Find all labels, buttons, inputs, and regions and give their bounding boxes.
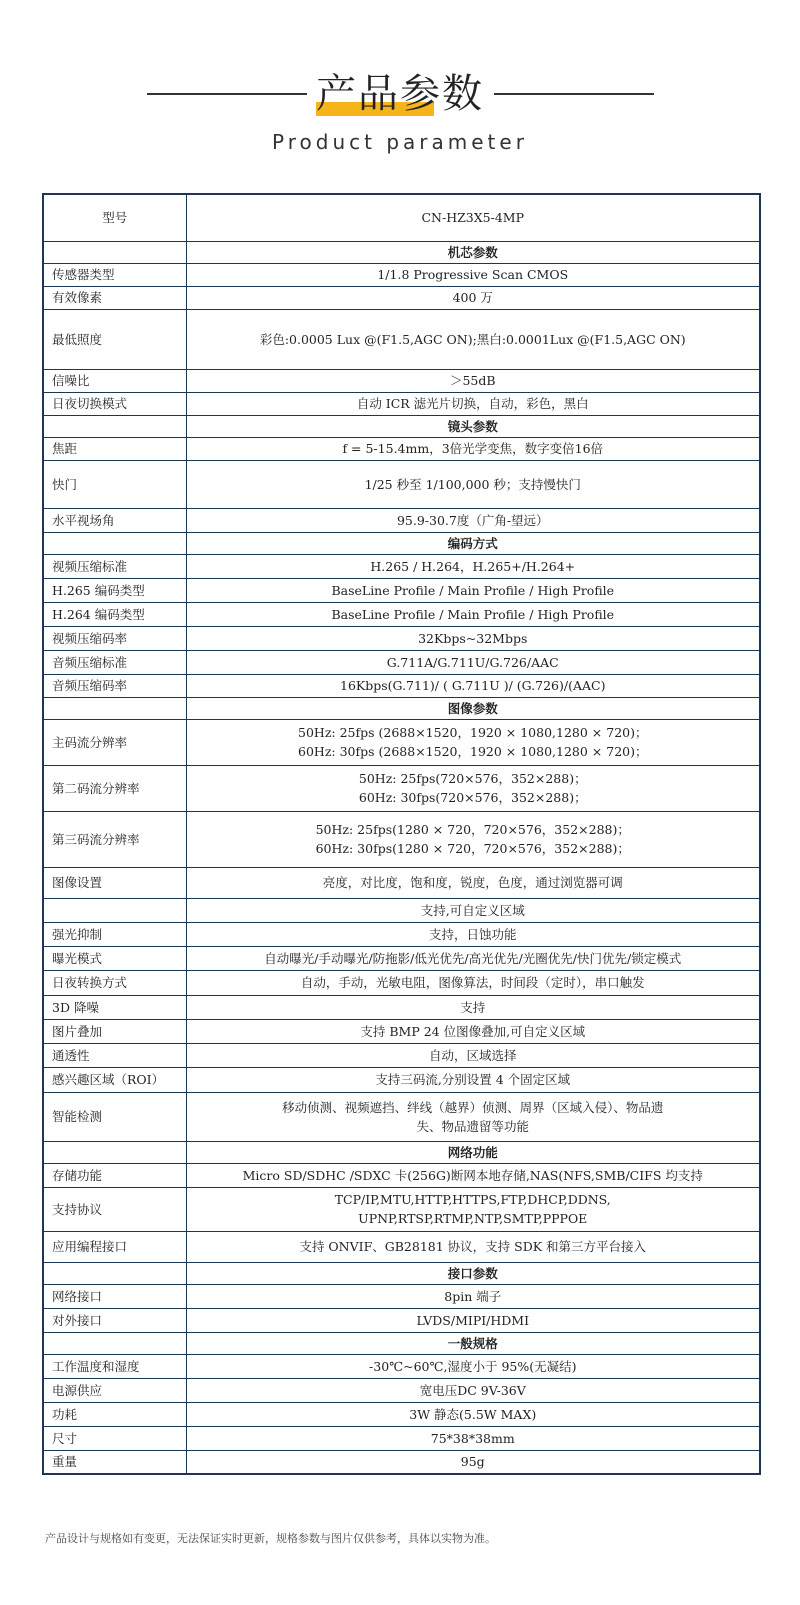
- spec-value-line: UPNP,RTSP,RTMP,NTP,SMTP,PPPOE: [358, 1211, 588, 1226]
- spec-label: 最低照度: [43, 309, 186, 369]
- spec-value-line: G.711A/G.711U/G.726/AAC: [386, 654, 559, 670]
- spec-value: [186, 1402, 760, 1426]
- spec-row: [43, 1402, 760, 1426]
- spec-value: [186, 946, 760, 970]
- spec-label: 传感器类型: [43, 263, 186, 286]
- spec-value-line: 75*38*38mm: [430, 1430, 515, 1446]
- spec-value-line: 亮度，对比度，饱和度，锐度，色度，通过浏览器可调: [322, 875, 623, 890]
- spec-value-line: 宽电压DC 9V-36V: [419, 1382, 526, 1398]
- spec-value: [186, 898, 760, 922]
- spec-value: [186, 765, 760, 811]
- spec-label: 支持协议: [43, 1187, 186, 1231]
- section-title: 编码方式: [186, 532, 760, 554]
- section-row: [43, 697, 760, 719]
- spec-row: [43, 1043, 760, 1067]
- spec-label: 强光抑制: [43, 922, 186, 946]
- spec-label: H.265 编码类型: [43, 578, 186, 602]
- spec-value: [186, 392, 760, 415]
- spec-label: 曝光模式: [43, 946, 186, 970]
- spec-value: [186, 578, 760, 602]
- spec-value: [186, 1450, 760, 1474]
- section-title: 机芯参数: [186, 241, 760, 263]
- spec-label: 第二码流分辨率: [43, 765, 186, 811]
- spec-row: [43, 437, 760, 460]
- spec-value: [186, 719, 760, 765]
- spec-label: 视频压缩码率: [43, 626, 186, 650]
- spec-row: [43, 946, 760, 970]
- page-header: [0, 0, 800, 170]
- spec-label: 尺寸: [43, 1426, 186, 1450]
- spec-row: [43, 1163, 760, 1187]
- section-row: [43, 1332, 760, 1354]
- spec-row: [43, 1450, 760, 1474]
- spec-label: 音频压缩标准: [43, 650, 186, 674]
- spec-label: 日夜切换模式: [43, 392, 186, 415]
- spec-label: 水平视场角: [43, 508, 186, 532]
- spec-label: 主码流分辨率: [43, 719, 186, 765]
- spec-value: [186, 1284, 760, 1308]
- spec-label: 图像设置: [43, 867, 186, 898]
- spec-value: [186, 626, 760, 650]
- spec-value: [186, 554, 760, 578]
- spec-row: [43, 1426, 760, 1450]
- spec-value-line: BaseLine Profile / Main Profile / High Profile: [331, 606, 615, 622]
- spec-row: [43, 650, 760, 674]
- spec-value: [186, 1378, 760, 1402]
- spec-label: 第三码流分辨率: [43, 811, 186, 867]
- spec-label: 信噪比: [43, 369, 186, 392]
- spec-row: [43, 867, 760, 898]
- spec-row: [43, 1067, 760, 1092]
- spec-value-line: BaseLine Profile / Main Profile / High Profile: [331, 582, 615, 598]
- spec-value-line: 50Hz: 25fps (2688×1520，1920 × 1080,1280 × 720)；: [298, 725, 648, 740]
- spec-value: [186, 650, 760, 674]
- spec-label: 功耗: [43, 1402, 186, 1426]
- model-value: CN-HZ3X5-4MP: [186, 194, 760, 241]
- spec-value: [186, 995, 760, 1019]
- spec-row: [43, 970, 760, 995]
- spec-row: [43, 922, 760, 946]
- section-blank-cell: [43, 415, 186, 437]
- spec-table: [42, 193, 761, 1475]
- spec-value-line: 支持，日蚀功能: [428, 926, 517, 942]
- spec-label: 应用编程接口: [43, 1231, 186, 1262]
- spec-label: 快门: [43, 460, 186, 508]
- spec-value: [186, 369, 760, 392]
- section-blank-cell: [43, 532, 186, 554]
- spec-value: [186, 811, 760, 867]
- spec-value: [186, 1308, 760, 1332]
- spec-value: [186, 1092, 760, 1141]
- spec-row: [43, 602, 760, 626]
- spec-label: 电源供应: [43, 1378, 186, 1402]
- section-blank-cell: [43, 1141, 186, 1163]
- spec-row: [43, 578, 760, 602]
- spec-value-line: 1/25 秒至 1/100,000 秒；支持慢快门: [364, 476, 581, 492]
- section-title: 接口参数: [186, 1262, 760, 1284]
- spec-row: [43, 1019, 760, 1043]
- spec-value-line: 1/1.8 Progressive Scan CMOS: [377, 267, 569, 282]
- spec-label: 重量: [43, 1450, 186, 1474]
- spec-label: 图片叠加: [43, 1019, 186, 1043]
- title-divider-left: [147, 93, 307, 95]
- spec-row: [43, 554, 760, 578]
- spec-value-line: 400 万: [452, 290, 493, 305]
- spec-label: 视频压缩标准: [43, 554, 186, 578]
- section-title: 镜头参数: [186, 415, 760, 437]
- spec-value: [186, 1354, 760, 1378]
- section-title: 网络功能: [186, 1141, 760, 1163]
- model-row: [43, 194, 760, 241]
- spec-value-line: 自动曝光/手动曝光/防拖影/低光优先/高光优先/光圈优先/快门优先/锁定模式: [264, 950, 682, 966]
- spec-value: [186, 602, 760, 626]
- spec-value-line: 自动 ICR 滤光片切换，自动，彩色，黑白: [356, 396, 589, 411]
- spec-value-line: 16Kbps(G.711)/ ( G.711U )/ (G.726)/(AAC): [340, 678, 606, 693]
- spec-value-line: 60Hz: 30fps(1280 × 720，720×576，352×288)；: [315, 841, 630, 856]
- spec-row: [43, 765, 760, 811]
- spec-row: [43, 286, 760, 309]
- spec-value-line: 彩色:0.0005 Lux @(F1.5,AGC ON);黑白:0.0001Lux @(F1.5,AGC ON): [259, 331, 686, 347]
- spec-value-line: 支持 BMP 24 位图像叠加,可自定义区域: [360, 1023, 586, 1039]
- spec-row: [43, 263, 760, 286]
- spec-value-line: LVDS/MIPI/HDMI: [416, 1312, 530, 1328]
- spec-value-line: 支持: [460, 999, 486, 1015]
- spec-value-line: 支持三码流,分别设置 4 个固定区域: [375, 1072, 571, 1087]
- spec-row: [43, 1378, 760, 1402]
- spec-value: [186, 1231, 760, 1262]
- spec-row: [43, 1231, 760, 1262]
- spec-row: [43, 1092, 760, 1141]
- spec-value: [186, 309, 760, 369]
- spec-row: [43, 1284, 760, 1308]
- spec-value-line: 60Hz: 30fps (2688×1520，1920 × 1080,1280 × 720)；: [298, 744, 648, 759]
- section-row: [43, 1262, 760, 1284]
- spec-value-line: 失、物品遗留等功能: [416, 1118, 529, 1134]
- spec-row: [43, 1308, 760, 1332]
- spec-value-line: 支持 ONVIF、GB28181 协议，支持 SDK 和第三方平台接入: [299, 1239, 647, 1254]
- spec-label: 通透性: [43, 1043, 186, 1067]
- page-subtitle: Product parameter: [272, 130, 528, 154]
- title-block: [310, 68, 490, 124]
- spec-value: [186, 263, 760, 286]
- section-blank-cell: [43, 241, 186, 263]
- spec-value-line: 32Kbps~32Mbps: [418, 630, 528, 646]
- spec-label: 有效像素: [43, 286, 186, 309]
- spec-value-line: H.265 / H.264，H.265+/H.264+: [370, 558, 576, 574]
- spec-value: [186, 1043, 760, 1067]
- spec-row: [43, 1354, 760, 1378]
- spec-row: [43, 508, 760, 532]
- spec-value: [186, 1163, 760, 1187]
- spec-row: [43, 719, 760, 765]
- spec-value-line: 自动，手动，光敏电阻，图像算法，时间段（定时），串口触发: [300, 975, 645, 990]
- spec-value-line: TCP/IP,MTU,HTTP,HTTPS,FTP,DHCP,DDNS,: [334, 1192, 611, 1207]
- model-label: 型号: [43, 194, 186, 241]
- spec-label: 焦距: [43, 437, 186, 460]
- spec-row: [43, 309, 760, 369]
- spec-value-line: 95g: [460, 1454, 485, 1470]
- spec-value-line: 3W 静态(5.5W MAX): [409, 1406, 537, 1422]
- spec-value-line: 50Hz: 25fps(720×576，352×288)；: [358, 771, 587, 786]
- section-blank-cell: [43, 1332, 186, 1354]
- spec-label: 3D 降噪: [43, 995, 186, 1019]
- section-blank-cell: [43, 1262, 186, 1284]
- spec-value-line: 移动侦测、视频遮挡、绊线（越界）侦测、周界（区域入侵）、物品遗: [282, 1099, 664, 1115]
- spec-row: [43, 674, 760, 697]
- spec-value: [186, 1067, 760, 1092]
- spec-value: [186, 508, 760, 532]
- spec-label: H.264 编码类型: [43, 602, 186, 626]
- section-blank-cell: [43, 697, 186, 719]
- spec-value: [186, 460, 760, 508]
- spec-value: [186, 1019, 760, 1043]
- section-row: [43, 532, 760, 554]
- spec-value-line: 50Hz: 25fps(1280 × 720，720×576，352×288)；: [315, 822, 630, 837]
- spec-value-line: Micro SD/SDHC /SDXC 卡(256G)断网本地存储,NAS(NFS,SMB/CIFS 均支持: [242, 1167, 703, 1183]
- spec-label: 对外接口: [43, 1308, 186, 1332]
- spec-row: [43, 1187, 760, 1231]
- spec-value: [186, 437, 760, 460]
- spec-label: 智能检测: [43, 1092, 186, 1141]
- spec-value: [186, 1426, 760, 1450]
- title-divider-right: [494, 93, 654, 95]
- spec-value-line: 95.9-30.7度（广角-望远）: [396, 512, 549, 528]
- spec-value-line: ＞55dB: [449, 373, 496, 388]
- spec-row: [43, 626, 760, 650]
- spec-value-line: f = 5-15.4mm，3倍光学变焦，数字变倍16倍: [342, 441, 604, 456]
- spec-value-line: -30℃~60℃,湿度小于 95%(无凝结): [369, 1358, 577, 1374]
- spec-value: [186, 922, 760, 946]
- spec-value: [186, 970, 760, 995]
- spec-label: 音频压缩码率: [43, 674, 186, 697]
- spec-value-line: 自动，区域选择: [428, 1047, 517, 1063]
- section-row: [43, 1141, 760, 1163]
- section-row: [43, 241, 760, 263]
- spec-value: [186, 286, 760, 309]
- section-title: 一般规格: [186, 1332, 760, 1354]
- spec-label: 感兴趣区域（ROI）: [43, 1067, 186, 1092]
- spec-label: 存储功能: [43, 1163, 186, 1187]
- spec-value: [186, 867, 760, 898]
- spec-row: [43, 811, 760, 867]
- section-title: 图像参数: [186, 697, 760, 719]
- spec-table-body: [43, 194, 760, 1474]
- spec-row: [43, 898, 760, 922]
- spec-value: [186, 1187, 760, 1231]
- spec-label: 网络接口: [43, 1284, 186, 1308]
- spec-label: [43, 898, 186, 922]
- page-title: 产品参数: [316, 71, 484, 117]
- footer-note: 产品设计与规格如有变更，无法保证实时更新，规格参数与图片仅供参考，具体以实物为准。: [45, 1532, 496, 1545]
- spec-value-line: 支持,可自定义区域: [420, 902, 525, 918]
- spec-row: [43, 995, 760, 1019]
- section-row: [43, 415, 760, 437]
- spec-value: [186, 674, 760, 697]
- spec-row: [43, 392, 760, 415]
- spec-row: [43, 369, 760, 392]
- spec-label: 日夜转换方式: [43, 970, 186, 995]
- spec-value-line: 60Hz: 30fps(720×576，352×288)；: [358, 790, 587, 805]
- spec-row: [43, 460, 760, 508]
- spec-value-line: 8pin 端子: [444, 1288, 502, 1304]
- spec-label: 工作温度和湿度: [43, 1354, 186, 1378]
